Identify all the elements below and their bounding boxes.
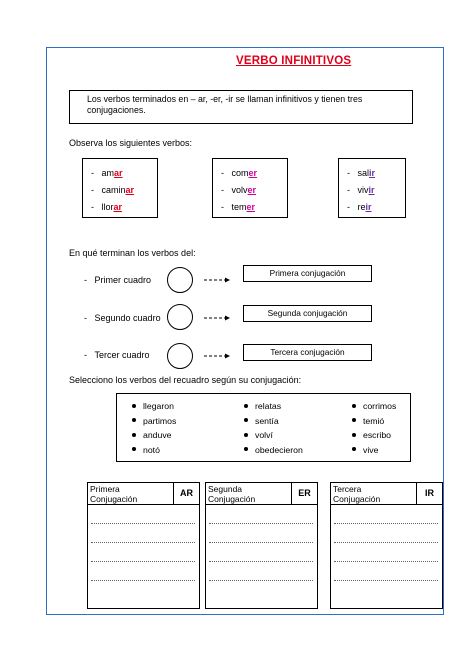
verb-item: - reir	[347, 202, 372, 212]
dashed-arrow-icon	[204, 352, 230, 360]
verb-item: - llorar	[91, 202, 123, 212]
bullet-icon	[352, 433, 356, 437]
observe-label: Observa los siguientes verbos:	[69, 138, 193, 148]
answer-line[interactable]	[209, 542, 313, 543]
conjugation-label: Primera Conjugación	[90, 484, 138, 504]
answer-text: Primera conjugación	[269, 268, 346, 278]
verb-item: - amar	[91, 168, 123, 178]
verb-item: - caminar	[91, 185, 135, 195]
bullet-icon	[352, 447, 356, 451]
bullet-icon	[132, 418, 136, 422]
bullet-icon	[352, 404, 356, 408]
row-label: - Primer cuadro	[84, 275, 152, 285]
verb-item: - salir	[347, 168, 376, 178]
list-item[interactable]: anduve	[132, 428, 176, 443]
answer-line[interactable]	[334, 523, 438, 524]
answer-circle[interactable]	[167, 267, 193, 293]
verb-item: - temer	[221, 202, 256, 212]
bullet-icon	[244, 404, 248, 408]
conjugation-code: AR	[173, 483, 199, 504]
answer-line[interactable]	[334, 580, 438, 581]
conjugation-code: IR	[416, 483, 442, 504]
list-item[interactable]: partimos	[132, 414, 176, 429]
bullet-icon	[244, 418, 248, 422]
list-item[interactable]: sentía	[244, 414, 303, 429]
verb-item: - volver	[221, 185, 257, 195]
verb-bank-column	[244, 399, 303, 457]
conjugation-header	[206, 483, 317, 505]
answer-line[interactable]	[91, 542, 195, 543]
list-item[interactable]: volví	[244, 428, 303, 443]
list-item[interactable]: notó	[132, 443, 176, 458]
intro-text: Los verbos terminados en – ar, -er, -ir se llaman infinitivos y tienen tres conjugaciones.	[87, 94, 363, 115]
conjugation-label: Tercera Conjugación	[333, 484, 381, 504]
select-instruction: Selecciono los verbos del recuadro según su conjugación:	[69, 375, 302, 385]
intro-box	[69, 90, 413, 124]
list-item[interactable]: escribo	[352, 428, 396, 443]
conjugation-table-ar	[87, 482, 200, 609]
question-label: En qué terminan los verbos del:	[69, 248, 196, 258]
list-item[interactable]: corrimos	[352, 399, 396, 414]
verb-bank-box	[116, 393, 411, 462]
answer-circle[interactable]	[167, 343, 193, 369]
bullet-icon	[132, 404, 136, 408]
bullet-icon	[132, 447, 136, 451]
answer-line[interactable]	[91, 523, 195, 524]
answer-line[interactable]	[334, 542, 438, 543]
verb-box-er	[212, 158, 288, 218]
bullet-icon	[132, 433, 136, 437]
list-item[interactable]: relatas	[244, 399, 303, 414]
answer-line[interactable]	[209, 523, 313, 524]
answer-box-second	[243, 305, 372, 322]
answer-line[interactable]	[91, 561, 195, 562]
conjugation-header	[88, 483, 199, 505]
answer-box-first	[243, 265, 372, 282]
conjugation-table-er	[205, 482, 318, 609]
dashed-arrow-icon	[204, 276, 230, 284]
verb-item: - vivir	[347, 185, 375, 195]
dashed-arrow-icon	[204, 314, 230, 322]
verb-bank-column	[132, 399, 176, 457]
answer-box-third	[243, 344, 372, 361]
conjugation-header	[331, 483, 442, 505]
verb-box-ir	[338, 158, 406, 218]
answer-line[interactable]	[334, 561, 438, 562]
answer-line[interactable]	[209, 561, 313, 562]
worksheet-title: VERBO INFINITIVOS	[236, 55, 352, 67]
verb-bank-column	[352, 399, 396, 457]
bullet-icon	[244, 433, 248, 437]
conjugation-table-ir	[330, 482, 443, 609]
verb-box-ar	[82, 158, 158, 218]
answer-line[interactable]	[209, 580, 313, 581]
bullet-icon	[352, 418, 356, 422]
answer-circle[interactable]	[167, 304, 193, 330]
verb-item: - comer	[221, 168, 258, 178]
list-item[interactable]: vive	[352, 443, 396, 458]
conjugation-code: ER	[291, 483, 317, 504]
answer-text: Segunda conjugación	[267, 308, 348, 318]
row-label: - Segundo cuadro	[84, 313, 161, 323]
row-label: - Tercer cuadro	[84, 350, 150, 360]
answer-line[interactable]	[91, 580, 195, 581]
list-item[interactable]: temió	[352, 414, 396, 429]
list-item[interactable]: obedecieron	[244, 443, 303, 458]
conjugation-label: Segunda Conjugación	[208, 484, 256, 504]
answer-text: Tercera conjugación	[270, 347, 345, 357]
bullet-icon	[244, 447, 248, 451]
list-item[interactable]: llegaron	[132, 399, 176, 414]
